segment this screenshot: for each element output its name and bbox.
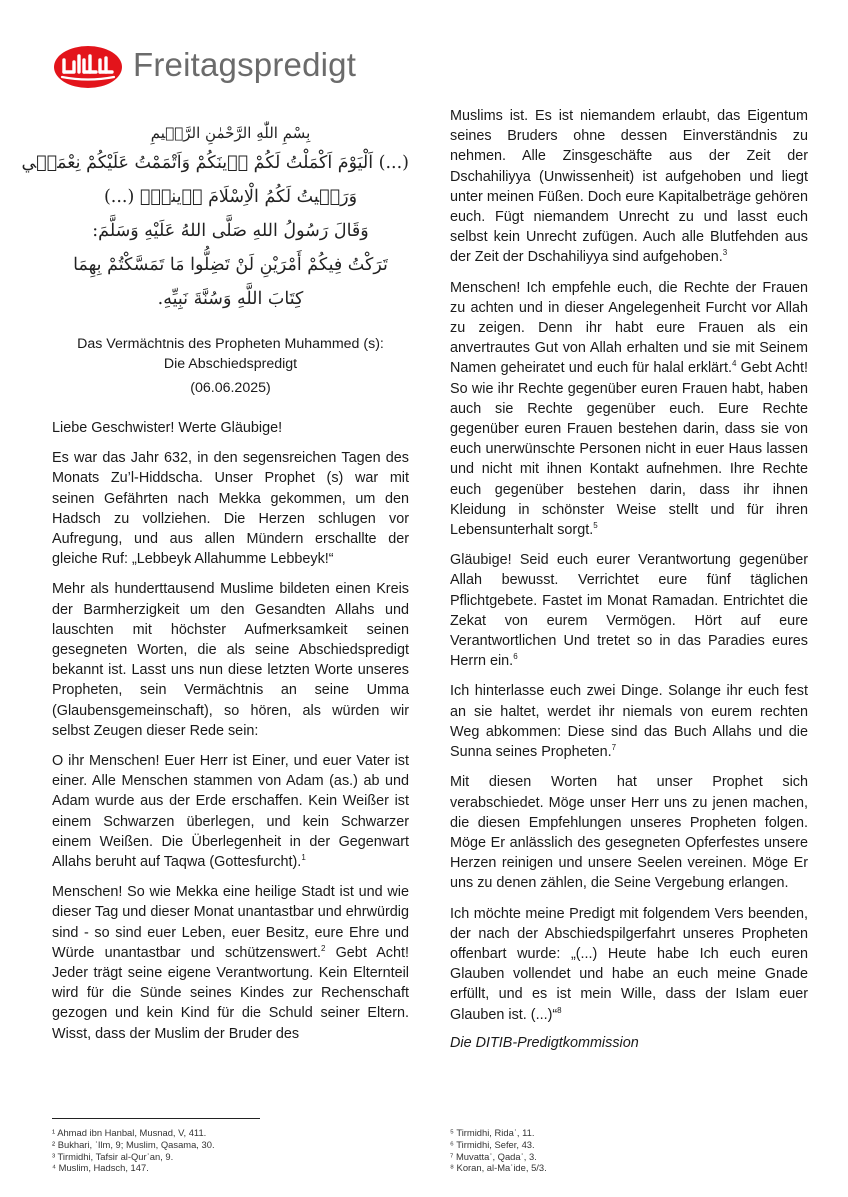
right-column [450, 106, 808, 1051]
sermon-title-line: Die Abschiedspredigt [163, 356, 298, 372]
footnote: ² Bukhari, ʿIlm, 9; Muslim, Qasama, 30. [52, 1138, 215, 1150]
footnote-ref: 1 [301, 853, 306, 863]
footnote: ⁷ Muvattaʾ, Qadaʾ, 3. [450, 1150, 537, 1162]
sermon-title-line: Das Vermächtnis des Propheten Muhammed (s): [77, 336, 384, 352]
paragraph-text: Gläubige! Seid euch eurer Verantwortung gegenüber Allah bewusst. Verrichtet eure fünf täglichen Pflichtgebete. Fastet im Monat Ramadan. Entrichtet die Zekat von eurem Vermögen. Hört auf eure Verantwortlichen Und tretet so in das Paradies eures Herrn ein. [450, 552, 808, 670]
arabic-verse-line: (...) اَلْيَوْمَ اَكْمَلْتُ لَكُمْ د۪ينَكُمْ وَاَتْمَمْتُ عَلَيْكُمْ نِعْمَت۪ي [21, 153, 409, 173]
footnote: ⁵ Tirmidhi, Ridaʿ, 11. [450, 1127, 535, 1138]
footnote: ¹ Ahmad ibn Hanbal, Musnad, V, 411. [52, 1127, 207, 1138]
footnotes-right [450, 1127, 547, 1174]
footnote: ⁸ Koran, al-Maʾide, 5/3. [450, 1162, 547, 1174]
footnote-ref: 2 [320, 944, 326, 954]
paragraph [450, 278, 808, 541]
footnote: ³ Tirmidhi, Tafsir al-Qurʾan, 9. [52, 1150, 174, 1162]
arabic-hadith-line: تَرَكْتُ فِيكُمْ أَمْرَيْنِ لَنْ تَضِلُّوا مَا تَمَسَّكْتُمْ بِهِمَا [73, 255, 388, 275]
paragraph-text: Menschen! Ich empfehle euch, die Rechte der Frauen zu achten und in dieser Angelegenheit Furcht vor Allah zu zeigen. Denn ihr habt eure Frauen als ein anvertrautes Gut von Allah erhalten und sie mit Seinem Namen geheiratet und euch für halal erklärt. [450, 279, 808, 377]
paragraph: Mehr als hunderttausend Muslime bildeten einen Kreis der Barmherzigkeit um den Gesandten Allahs und lauschten mit höchster Aufmerksamkeit seinen gesegneten Worten, die als seine Abschiedspredigt bekannt ist. Lasst uns nun diese letzten Worte unseres Propheten, sein Vermächtnis an seine Umma (Glaubensgemeinschaft), so hören, als würden wir selbst Zeugen dieser Rede sein: [52, 581, 409, 739]
arabic-verse-line: وَرَض۪يتُ لَكُمُ الْاِسْلَامَ د۪يناًۜ (...) [103, 187, 358, 207]
footnote-ref: 4 [731, 359, 737, 369]
footnote-ref: 6 [513, 652, 518, 662]
paragraph: Liebe Geschwister! Werte Gläubige! [52, 420, 283, 436]
arabic-verses [21, 120, 409, 316]
paragraph [450, 681, 808, 762]
ditib-logo-icon [52, 44, 124, 90]
footnote: ⁴ Muslim, Hadsch, 147. [52, 1162, 149, 1174]
paragraph: Es war das Jahr 632, in den segensreichen Tagen des Monats Zu’l-Hiddscha. Unser Prophet (s) war mit seinen Gefährten nach Mekka gekommen, um den Hadsch zu vollziehen. Die Herzen schlugen vor Aufregung, und aus allen Mündern erschallte der gleiche Ruf: „Lebbeyk Allahumme Lebbeyk!“ [52, 450, 409, 568]
paragraph-text: Gebt Acht! So wie ihr Rechte gegenüber euren Frauen habt, haben auch sie Rechte gegenüber euch. Eure Rechte gegenüber euren Frauen bestehen darin, dass sie von euch unerwünschte Personen nicht in euer Haus lassen und nicht mit ihnen Kontakt aufnehmen. Ihre Rechte euch gegenüber bestehen darin, dass ihr ihnen Kleidung in schönster Weise stellt und für ihren Lebensunterhalt sorgt. [450, 360, 808, 539]
paragraph-text: Ich hinterlasse euch zwei Dinge. Solange ihr euch fest an sie haltet, werdet ihr niemals von eurem rechten Weg abkommen: Diese sind das Buch Allahs und die Sunna seines Propheten. [450, 683, 808, 761]
paragraph: Mit diesen Worten hat unser Prophet sich verabschiedet. Möge unser Herr uns zu jenen machen, die diesen Empfehlungen unseres Propheten folgen. Möge Er anlässlich des gesegneten Opferfestes unsere Herzen reinigen und unsere Seelen vereinen. Möge Er uns zu denen zählen, die Seine Vergebung erlangen. [450, 774, 808, 892]
paragraph [52, 882, 409, 1044]
footnote-ref: 7 [611, 743, 617, 753]
footnotes-left [52, 1127, 215, 1174]
paragraph [450, 550, 808, 671]
paragraph-text: Menschen! So wie Mekka eine heilige Stadt ist und wie dieser Tag und dieser Monat unantastbar und ehrwürdig sind - so sind euer Leben, euer Besitz, eure Ehre und Würde unantastbar und schützenswert. [52, 884, 409, 961]
paragraph [52, 751, 409, 872]
sermon-title [52, 334, 409, 374]
paragraph-text: Muslims ist. Es ist niemandem erlaubt, das Eigentum seines Bruders ohne dessen Einverständnis zu nehmen. Alle Zinsgeschäfte aus der Zeit der Dschahiliyya (Unwissenheit) ist aufgehoben und liegt unter meinen Füßen. Doch eure Kapitalbeträge gehören euch. Fügt niemandem Unrecht zu und lasst euch selbst kein Unrecht zufügen. Auch alle Blutfehden aus der Zeit der Dschahiliyya sind aufgehoben. [450, 108, 808, 266]
arabic-hadith-line: كِتَابَ اللَّهِ وَسُنَّةَ نَبِيِّهِ. [157, 289, 304, 309]
paragraph-text: Ich möchte meine Predigt mit folgendem Vers beenden, der nach der Abschiedspilgerfahrt unseres Propheten offenbart wurde: „(...) Heute habe Ich euch euren Glauben vollendet und habe an euch meine Gnade erfüllt, und es ist mein Wille, dass der Islam euer Glauben ist. (...)“ [450, 905, 808, 1023]
paragraph [450, 106, 808, 268]
arabic-hadith-intro: وَقَالَ رَسُولُ اللهِ صَلَّى اللهُ عَلَيْهِ وَسَلَّمَ: [92, 221, 369, 241]
left-column [21, 108, 410, 1054]
signature: Die DITIB-Predigtkommission [450, 1034, 639, 1051]
page-title: Freitagspredigt [133, 46, 357, 83]
footnote-ref: 5 [593, 521, 598, 531]
footnote: ⁶ Tirmidhi, Sefer, 43. [450, 1138, 535, 1150]
paragraph-text: O ihr Menschen! Euer Herr ist Einer, und euer Vater ist einer. Alle Menschen stammen von Adam (as.) ab und Adam wurde aus der Erde erschaffen. Kein Weißer ist einem Schwarzen überlegen, und kein Schwarzer einem Weißen. Die Überlegenheit in der Gegenwart Allahs beruht auf Taqwa (Gottesfurcht). [52, 753, 409, 871]
footnote-ref: 3 [722, 248, 728, 258]
paragraph [450, 904, 808, 1025]
footnote-divider [52, 1118, 260, 1119]
footnote-ref: 8 [557, 1005, 562, 1015]
arabic-basmala: بِسْمِ اللّٰهِ الرَّحْمٰنِ الرَّح۪يمِ [150, 124, 311, 142]
sermon-date: (06.06.2025) [190, 380, 271, 396]
paragraph-text: Gebt Acht! Jeder trägt seine eigene Verantwortung. Kein Elternteil wird für die Sünde seines Kindes zur Rechenschaft gezogen und kein Kind für die Schuld seiner Eltern. Wisst, dass der Muslim der Bruder des [52, 944, 410, 1042]
